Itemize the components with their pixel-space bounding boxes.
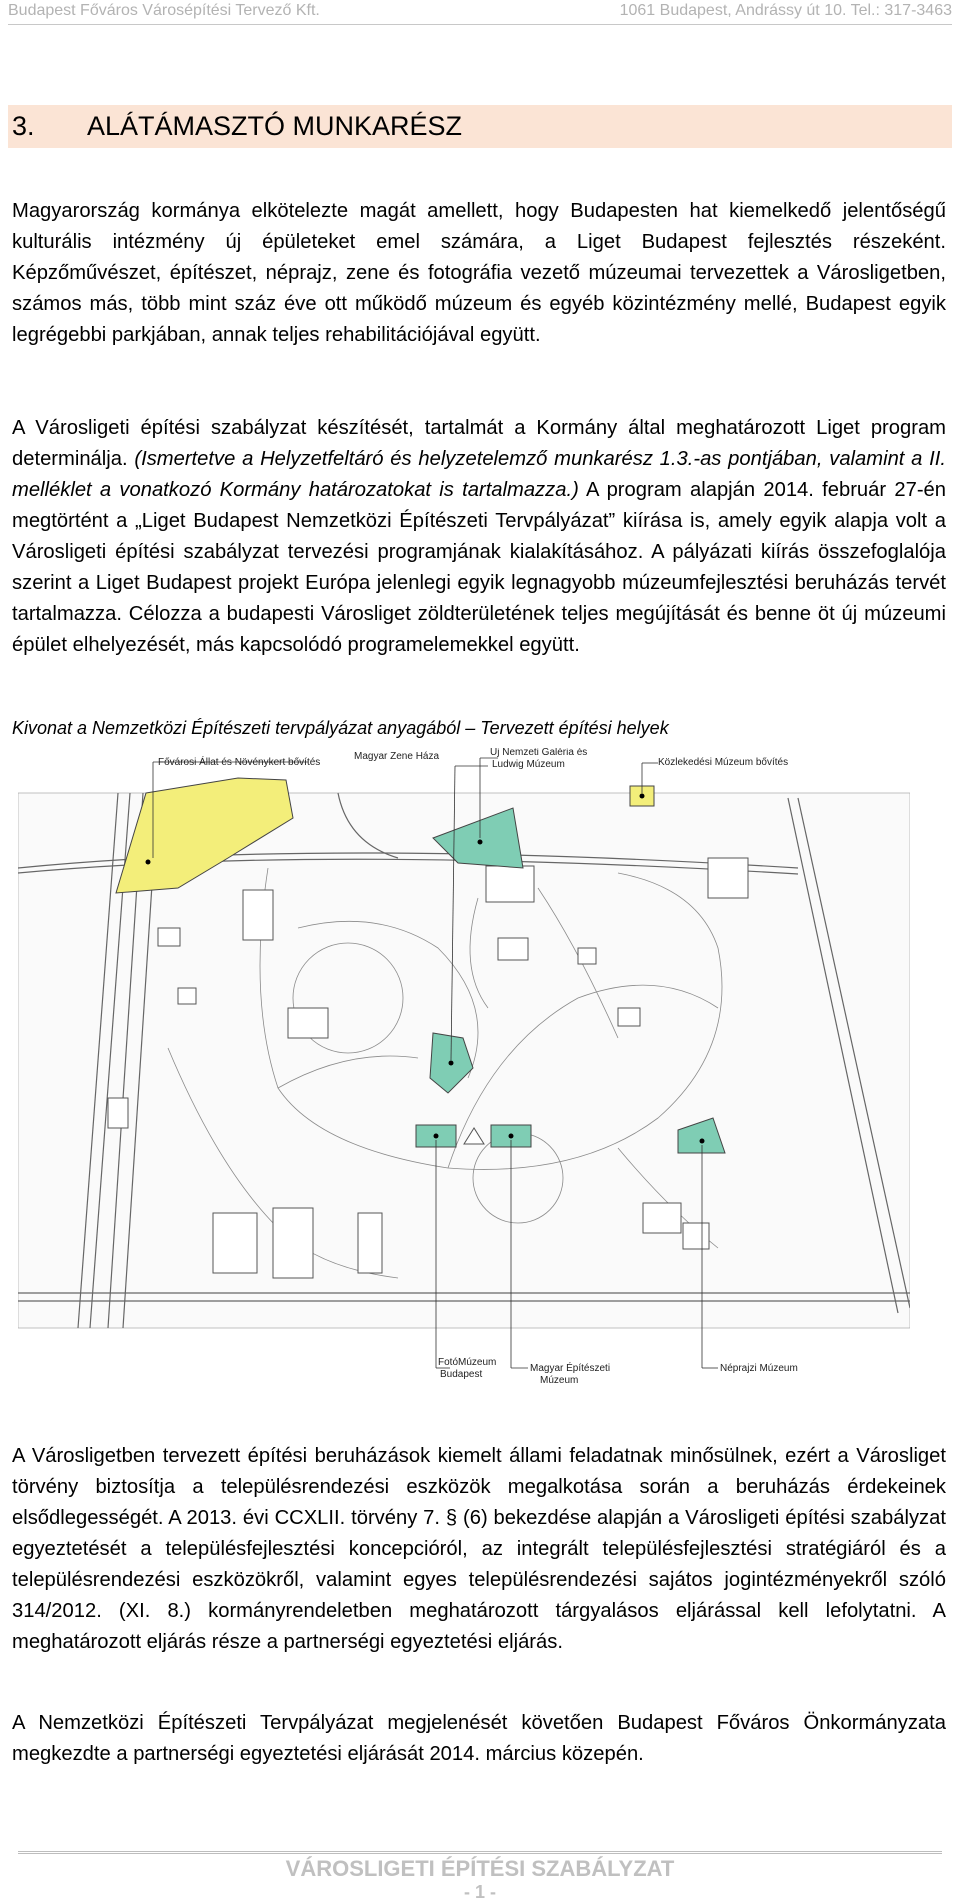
label-zoo: Fővárosi Állat és Növénykert bővítés xyxy=(158,757,321,768)
label-ethno: Néprajzi Múzeum xyxy=(720,1363,798,1374)
paragraph-program-note: (Ismertetve a Helyzetfeltáró és helyzetelemző munkarész 1.3.-as pontjában, valamint a II. melléklet a vonatkozó Kormány határozatokat is tartalmazza.) xyxy=(12,448,946,501)
paragraph-program-competition: A program alapján 2014. február 27-én megtörtént a „Liget Budapest Nemzetközi Építészeti Tervpályázat” kiírása is, amely egyik alapja volt a Városligeti építési szabályzat tervezési programjának kialakításához. A pályázati kiírás összefoglalója szerint a Liget Budapest projekt Európa jelenlegi egyik legnagyobb múzeumfejlesztési beruházás tervét tartalmazza. Célozza a budapesti Városliget zöldterületének teljes megújítását és benne öt új múzeumi épület elhelyezését, más kapcsolódó programelemekkel együtt. xyxy=(12,479,946,656)
label-transport: Közlekedési Múzeum bővítés xyxy=(658,757,789,768)
marker-transport xyxy=(640,794,645,799)
marker-zoo xyxy=(146,860,151,865)
header-company: Budapest Főváros Városépítési Tervező Kft. xyxy=(8,2,320,19)
section-title: ALÁTÁMASZTÓ MUNKARÉSZ xyxy=(87,111,463,141)
paragraph-partnership: A Nemzetközi Építészeti Tervpályázat megjelenését követően Budapest Főváros Önkormányzata megkezdte a partnerségi egyeztetési eljárását 2014. március közepén. xyxy=(12,1712,946,1765)
label-gallery-1: Új Nemzeti Galéria és xyxy=(490,748,588,758)
label-photo-1: FotóMúzeum xyxy=(438,1357,497,1368)
marker-arch xyxy=(509,1134,514,1139)
label-arch-1: Magyar Építészeti xyxy=(530,1363,611,1374)
paragraph-intro: Magyarország kormánya elkötelezte magát amellett, hogy Budapesten hat kiemelkedő jelentőségű kulturális intézmény új épületeket emel számára, a Liget Budapest fejlesztés részeként. Képzőművészet, építészet, néprajz, zene és fotográfia vezető múzeumai tervezettek a Városligetben, számos más, több mint száz éve ott működő múzeum és egyéb közintézmény mellé, Budapest egyik legrégebbi parkjában, annak teljes rehabilitációjával együtt. xyxy=(12,200,946,346)
label-gallery-2: Ludwig Múzeum xyxy=(492,759,565,770)
header-divider xyxy=(8,24,952,25)
site-plan-figure xyxy=(18,748,910,1400)
site-plan-map xyxy=(18,748,910,1400)
label-photo-2: Budapest xyxy=(440,1369,483,1380)
marker-ethno xyxy=(700,1139,705,1144)
label-arch-2: Múzeum xyxy=(540,1375,579,1386)
section-heading xyxy=(8,105,952,148)
marker-photo xyxy=(434,1134,439,1139)
section-number: 3. xyxy=(12,111,35,141)
page-header xyxy=(8,0,952,22)
page-number: - 1 - xyxy=(463,1882,496,1902)
paragraph-legal: A Városligetben tervezett építési beruházások kiemelt állami feladatnak minősülnek, ezért a Városliget törvény biztosítja a településrendezési eszközök megalkotása során a beruházás érdekeinek elsődlegességét. A 2013. évi CCXLII. törvény 7. § (6) bekezdése alapján a Városligeti építési szabályzat egyeztetését a településfejlesztési koncepcióról, az integrált településfejlesztési stratégiáról és a településrendezési eszközökről, valamint egyes településrendezési sajátos jogintézményekről szóló 314/2012. (XI. 8.) kormányrendeletben meghatározott tárgyalásos eljárással kell lefolytatni. A meghatározott eljárás része a partnerségi egyeztetési eljárás. xyxy=(12,1445,946,1653)
footer-divider xyxy=(18,1851,942,1854)
footer-title: VÁROSLIGETI ÉPÍTÉSI SZABÁLYZAT xyxy=(285,1856,675,1881)
figure-caption: Kivonat a Nemzetközi Építészeti tervpályázat anyagából – Tervezett építési helyek xyxy=(12,718,669,738)
paragraph-program xyxy=(12,413,946,661)
marker-gallery xyxy=(478,840,483,845)
label-music: Magyar Zene Háza xyxy=(354,751,440,762)
paragraph-program-text: A Városligeti építési szabályzat készítését, tartalmát a Kormány által meghatározott Liget program determinálja. xyxy=(12,417,946,470)
marker-music xyxy=(449,1061,454,1066)
header-address: 1061 Budapest, Andrássy út 10. Tel.: 317-3463 xyxy=(619,2,952,19)
